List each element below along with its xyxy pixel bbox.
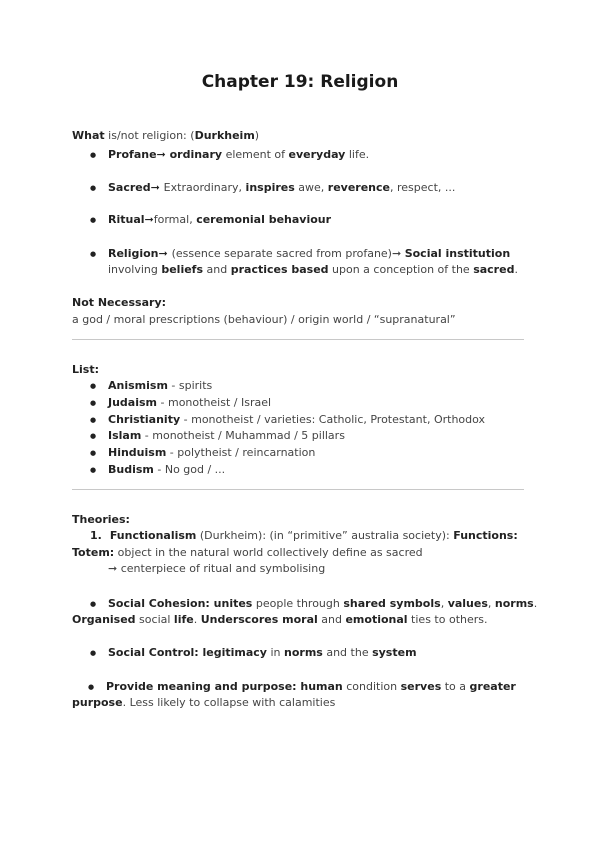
list-item: ● Ritual➞formal, ceremonial behaviour xyxy=(90,212,331,228)
list-item: ● Provide meaning and purpose: human condition serves to a greater xyxy=(88,679,516,695)
divider xyxy=(72,339,524,340)
divider xyxy=(72,489,524,490)
list-item: ● Christianity - monotheist / varieties: Catholic, Protestant, Orthodox xyxy=(90,412,485,428)
list-item: ● Sacred➞ Extraordinary, inspires awe, reverence, respect, ... xyxy=(90,180,455,196)
list-item: ● Hinduism - polytheist / reincarnation xyxy=(90,445,315,461)
not-necessary-text: a god / moral prescriptions (behaviour) / origin world / “supranatural” xyxy=(72,313,456,326)
totem-line: Totem: object in the natural world collectively define as sacred xyxy=(72,546,423,559)
list-item: ● Judaism - monotheist / Israel xyxy=(90,395,271,411)
list-item: ● Religion➞ (essence separate sacred from profane)➞ Social institution xyxy=(90,246,510,262)
list-heading: List: xyxy=(72,363,99,376)
list-item: ● Profane➞ ordinary element of everyday life. xyxy=(90,147,369,163)
page-title: Chapter 19: Religion xyxy=(201,72,399,92)
cohesion-continuation: Organised social life. Underscores moral and emotional ties to others. xyxy=(72,613,488,626)
list-item: ● Islam - monotheist / Muhammad / 5 pillars xyxy=(90,428,345,444)
meaning-continuation: purpose. Less likely to collapse with calamities xyxy=(72,696,336,709)
totem-continuation: ➞ centerpiece of ritual and symbolising xyxy=(108,562,326,575)
theories-heading: Theories: xyxy=(72,513,130,526)
list-item: ● Anismism - spirits xyxy=(90,378,212,394)
list-item: ● Social Control: legitimacy in norms and the system xyxy=(90,645,417,661)
functionalism-line: 1. Functionalism (Durkheim): (in “primitive” australia society): Functions: xyxy=(90,529,518,542)
what-heading: What is/not religion: (Durkheim) xyxy=(72,129,260,142)
list-item: ● Budism - No god / ... xyxy=(90,462,225,478)
list-item-continuation: involving beliefs and practices based upon a conception of the sacred. xyxy=(108,263,518,276)
not-necessary-heading: Not Necessary: xyxy=(72,296,167,309)
list-item: ● Social Cohesion: unites people through shared symbols, values, norms. xyxy=(90,596,537,612)
